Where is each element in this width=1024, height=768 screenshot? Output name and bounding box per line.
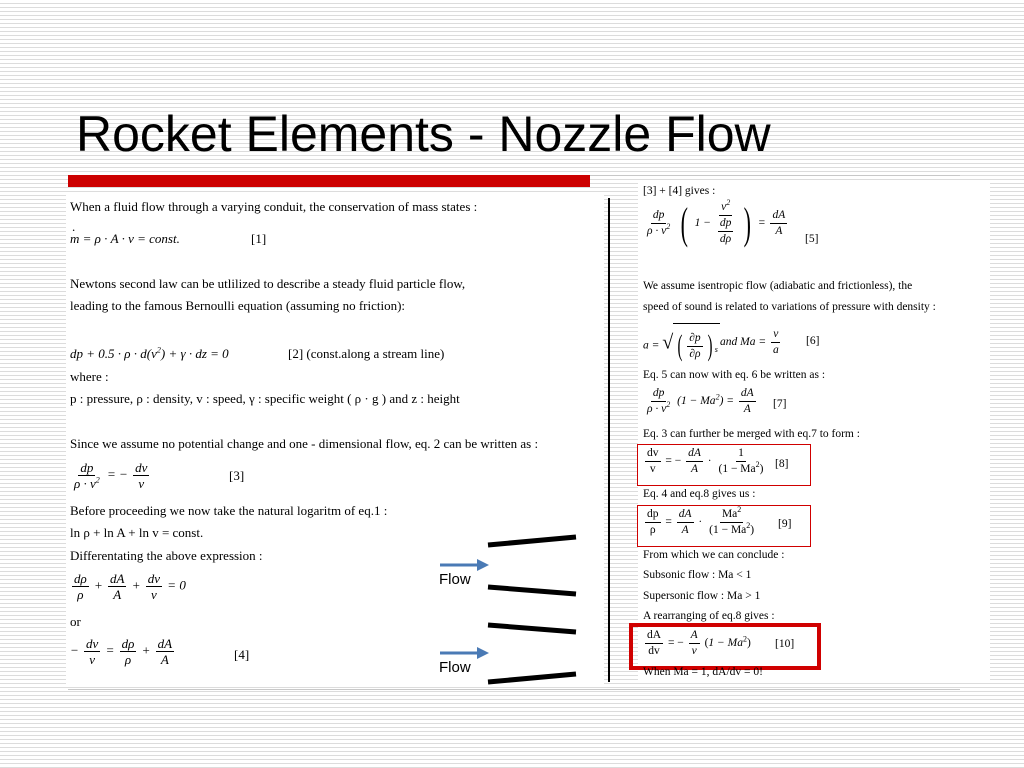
eq5-sup: 2 [666, 222, 671, 232]
eq10-A: A [689, 628, 700, 644]
eq4-drho: dρ [121, 636, 135, 651]
eq8-one: 1 [736, 446, 746, 462]
eq10-neg-eq: = − [667, 637, 684, 650]
eq8-v: v [649, 463, 656, 475]
when-ma-text: When Ma = 1, dA/dv = 0! [643, 666, 763, 678]
flow-arrow-1 [440, 559, 489, 571]
eq9-ma: Ma [721, 508, 738, 520]
eq9-rho: ρ [649, 524, 656, 536]
eq5-now-text: Eq. 5 can now with eq. 6 be written as : [643, 369, 826, 381]
eq7-ma-sup: 2 [715, 392, 720, 402]
eq4-tag: [4] [234, 647, 250, 662]
eq6-v: v [771, 327, 780, 343]
diff-zero: = 0 [167, 577, 186, 593]
eq5-v: v [721, 201, 727, 213]
eq4-equals: = [105, 642, 115, 658]
eq10-dA: dA [645, 628, 663, 644]
eq9-tag: [9] [778, 518, 792, 530]
diff-plus-2: + [131, 577, 141, 593]
eq4-rho: ρ [124, 652, 132, 667]
eq7-sup: 2 [666, 400, 671, 410]
eq1-tag: [1] [251, 231, 267, 246]
log-equation: ln ρ + ln A + ln v = const. [70, 525, 204, 540]
eq5-v-sup: 2 [726, 198, 731, 208]
eq8-dv: dv [645, 446, 661, 462]
eq48-text: Eq. 4 and eq.8 gives us : [643, 488, 756, 500]
eq6-equation: a = √ ( $\frac{\partial p}{\partial\rho}$ ) $_s$ [643, 323, 720, 368]
eq9-dot: · [698, 516, 703, 529]
eq7-dA: dA [739, 386, 756, 402]
eq7-tag: [7] [773, 398, 787, 410]
gives-34-text: [3] + [4] gives : [643, 185, 716, 197]
eq3-merge-text: Eq. 3 can further be merged with eq.7 to form : [643, 428, 860, 440]
diff-dv: dv [147, 571, 161, 586]
eq6-drho-partial: ∂ρ [689, 347, 701, 360]
eq4-minus: − [70, 642, 79, 658]
footer-rule [68, 689, 960, 690]
eq6-dp-partial: ∂p [687, 331, 702, 347]
mass-conservation-text: When a fluid flow through a varying conduit, the conservation of mass states : [70, 199, 478, 214]
where-definitions: p : pressure, ρ : density, v : speed, γ : specific weight ( ρ · g ) and z : height [70, 391, 460, 406]
eq2-sup: 2 [156, 345, 161, 355]
isentropic-line1: We assume isentropic flow (adiabatic and frictionless), the [643, 280, 913, 292]
where-label: where : [70, 369, 109, 384]
eq5-inner-drho: dρ [719, 233, 732, 245]
eq3-tag: [3] [229, 468, 245, 483]
flow-label-2: Flow [439, 659, 471, 676]
eq8-dot: · [707, 455, 712, 468]
eq9-close: ) [750, 524, 755, 536]
newton-text-line2: leading to the famous Bernoulli equation (assuming no friction): [70, 298, 406, 313]
or-label: or [70, 614, 81, 629]
eq9-sup: 2 [746, 521, 751, 531]
eq8-one-minus-ma: (1 − Ma [718, 463, 756, 475]
eq7-one-minus-ma: 1 − Ma [680, 395, 716, 408]
eq7-equals: = [726, 395, 735, 408]
eq10-equation: $\frac{dA}{dv}$ = − $\frac{A}{v}$ $(1 - Ma^2)$ [647, 629, 751, 657]
eq10-dv: dv [648, 645, 660, 657]
eq5-equals: = [757, 217, 766, 230]
eq4-dA: dA [157, 636, 173, 651]
newton-text-line1: Newtons second law can be utlilized to describe a steady fluid particle flow, [70, 276, 466, 291]
eq5-close-paren: ) [743, 198, 752, 248]
eq9-dA: dA [677, 507, 694, 523]
eq3-equals: = − [107, 466, 128, 482]
differentiate-text: Differentating the above expression : [70, 548, 263, 563]
diff-dA: dA [110, 571, 125, 586]
nozzle-wall-bottom-right [488, 674, 576, 682]
eq4-dv: dv [86, 636, 99, 651]
eq6-and-ma: and Ma = [720, 336, 767, 349]
eq9-ma-sup: 2 [737, 505, 742, 515]
eq5-one-minus: 1 − [694, 217, 712, 230]
eq3-den-right: v [138, 476, 145, 491]
eq3-den-left: ρ · v [74, 476, 96, 491]
eq6-a: a [772, 344, 779, 356]
eq9-dp: dp [645, 507, 661, 523]
eq5-dp: dp [651, 208, 667, 224]
since-text: Since we assume no potential change and one - dimensional flow, eq. 2 can be written as : [70, 436, 539, 451]
eq1-dot: . [72, 219, 76, 234]
rearrange-text: A rearranging of eq.8 gives : [643, 610, 775, 622]
eq2-part1: dp + 0.5 · ρ · d(v [70, 346, 157, 361]
eq10-v: v [691, 645, 697, 657]
eq5-A: A [775, 225, 783, 237]
conclude-text: From which we can conclude : [643, 549, 785, 561]
eq8-close: ) [759, 463, 764, 475]
eq4-A: A [160, 652, 169, 667]
eq10-sup: 2 [743, 634, 748, 644]
eq7-equation: $\frac{dp}{\rho \cdot v^2}$ $(1 - Ma^2)$ = $\frac{dA}{A}$ [647, 387, 754, 415]
eq8-A: A [690, 463, 699, 475]
eq5-open-paren: ( [680, 198, 689, 248]
flow-label-1: Flow [439, 571, 471, 588]
eq5-inner-dp: dp [718, 216, 734, 232]
eq4-plus: + [141, 642, 151, 658]
nozzle-wall-top-right [488, 625, 576, 632]
eq5-rhov: ρ · v [647, 225, 667, 237]
eq6-a-eq: a = [643, 339, 660, 352]
eq1-equation: m = ρ · A · v = const. [70, 231, 180, 246]
eq2-tag: [2] (const.along a stream line) [288, 346, 445, 361]
isentropic-line2: speed of sound is related to variations of pressure with density : [643, 301, 936, 313]
diff-rho: ρ [77, 587, 84, 602]
eq9-equals: = [665, 516, 672, 529]
eq8-dA: dA [686, 446, 703, 462]
eq8-tag: [8] [775, 458, 789, 470]
diff-plus-1: + [94, 577, 103, 593]
eq7-A: A [743, 403, 751, 415]
log-text: Before proceeding we now take the natural logaritm of eq.1 : [70, 503, 388, 518]
eq9-one-minus-ma: (1 − Ma [709, 524, 747, 536]
eq10-tag: [10] [775, 638, 795, 650]
slide-title: Rocket Elements - Nozzle Flow [76, 106, 771, 162]
eq5-dA: dA [770, 208, 787, 224]
eq7-dp: dp [651, 386, 667, 402]
nozzle-wall-top-left [488, 537, 576, 545]
eq8-neg-eq: = − [665, 455, 682, 468]
eq8-sup: 2 [755, 460, 760, 470]
eq7-rhov: ρ · v [647, 403, 667, 415]
subsonic-text: Subsonic flow : Ma < 1 [643, 569, 752, 581]
eq5-tag: [5] [805, 233, 819, 245]
eq3-den-sup: 2 [95, 475, 100, 485]
eq2-part2: ) + γ · dz = 0 [160, 346, 229, 361]
eq9-A: A [681, 524, 689, 536]
eq4-v: v [89, 652, 96, 667]
eq10-one-minus-ma: 1 − Ma [708, 637, 744, 650]
eq3-num-right: dv [135, 460, 148, 475]
flow-arrow-2 [440, 647, 489, 659]
diff-v: v [151, 587, 157, 602]
diff-drho: dρ [74, 571, 87, 586]
eq6-tag: [6] [806, 335, 820, 347]
nozzle-wall-bottom-left [488, 587, 576, 594]
eq3-num-left: dp [80, 460, 94, 475]
eq6-sub-s: s [714, 344, 718, 354]
supersonic-text: Supersonic flow : Ma > 1 [643, 590, 761, 602]
diff-A: A [113, 587, 122, 602]
